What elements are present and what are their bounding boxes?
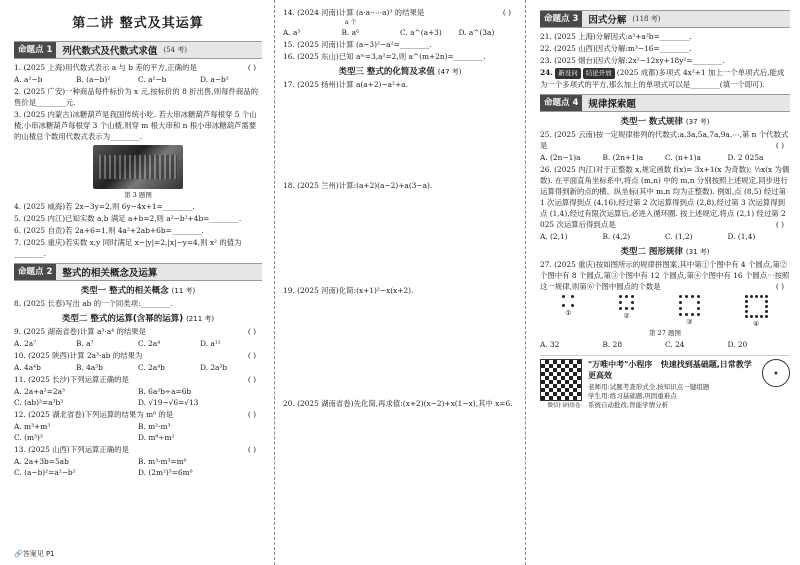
section-tag: 命题点 4: [540, 95, 582, 111]
question-23: 23. (2025 烟台)因式分解:2x²−12xy+18y²=________.: [540, 56, 725, 65]
section-title: 列代数式及代数式求值: [62, 46, 158, 57]
promo-line-student: 学生用:练习基础题,巩固重难点: [588, 392, 677, 400]
options-12a: A. m³+m³ B. m²·m³: [14, 422, 171, 431]
logo-seal-icon: ★: [762, 359, 790, 387]
question-20: 20. (2025 湖南省卷)先化简,再求值:(x+2)(x−2)+x(1−x),其中 x=6.: [283, 399, 513, 408]
question-21: 21. (2025 上海)分解因式:a³+a²b=________.: [540, 32, 692, 41]
type-heading-5: 类型二 图形规律 (31 考): [620, 247, 710, 257]
options-14: A. a⁵ B. a⁶ C. a^(a+3) D. a^(3a): [283, 28, 495, 37]
question-27: 27. (2025 重庆)按如图所示的规律拼图案,其中第①个图中有 4 个圆点,第②个图中有 8 个圆点,第③个图中有 12 个圆点,第④个图中有 16 个圆点⋯按照这一规律,则第⑥个图中圆点的个数是 ( ): [540, 260, 790, 291]
section-header-3: [540, 10, 790, 28]
figure-caption: 第 3 题图: [124, 191, 152, 199]
question-12: ( ) 12. (2025 湖北省卷)下列运算的结果为 m⁶ 的是: [14, 410, 256, 419]
options-13a: A. 2a+3b=5ab B. m³·m³=m⁶: [14, 457, 187, 466]
question-26: 26. (2025 内江)对于正整数 x,规定函数 f(x)= 3x+1(x 为奇数); ½x(x 为偶数). 在平面直角坐标系中,将点 (m,n) 中的 m,n 分别按照上述规定,同步进行运算得到新的点的横、纵坐标(其中 m,n 均为正整数). 例如,点 (8,5) 经过第 1 次运算得到点 (4,16),经过第 2 次运算得到点 (2,8),经过第 3 次运算得到点 (1,4),经过有限次运算后,必进入循环圈. 按上述规定,将点 (2,1) 经过第 2 025 次运算后得到点是 ( ): [540, 165, 790, 229]
question-11: ( ) 11. (2025 长沙)下列运算正确的是: [14, 375, 256, 384]
question-14: ( ) 14. (2024 河南)计算 (a·a·⋯·a)³ 的结果是: [283, 8, 511, 17]
section-count: (118 考): [632, 15, 661, 23]
options-27: A. 32 B. 28 C. 24 D. 20: [540, 340, 748, 349]
options-13b: C. (a−b)²=a²−b² D. (2m²)³=6m⁶: [14, 468, 193, 477]
link-icon: 🔗: [14, 550, 23, 558]
new-question-badge: 新设问: [555, 68, 581, 79]
section-tag: 命题点 1: [14, 42, 56, 58]
type-heading-2: 类型二 整式的运算(含幂的运算) (211 考): [61, 314, 215, 324]
options-25: A. (2n−1)a B. (2n+1)a C. (n+1)a D. 2 025a: [540, 153, 764, 162]
dot-pattern-figure: [540, 295, 790, 328]
column-middle: [274, 0, 526, 565]
section-header-2: [14, 263, 262, 281]
type-heading-3: 类型三 整式的化简及求值 (47 考): [338, 67, 462, 77]
question-17: 17. (2025 扬州)计算 a(a+2)−a²+a.: [283, 80, 408, 89]
lecture-title: 第二讲 整式及其运算: [72, 16, 204, 31]
column-left: [0, 0, 270, 565]
section-tag: 命题点 2: [14, 264, 56, 280]
qr-code[interactable]: [540, 359, 582, 401]
options-11a: A. 2a+a²=2a³ B. 6a²b÷a=6b: [14, 387, 192, 396]
pattern-3: ③: [679, 295, 700, 328]
section-tag: 命题点 3: [540, 11, 582, 27]
section-title: 因式分解: [588, 15, 627, 26]
question-15: 15. (2025 河南)计算 (a−3)²−a²=________.: [283, 40, 432, 49]
promo-line-system: 系统自动批改,智能学情分析: [588, 401, 669, 409]
question-22: 22. (2025 山西)因式分解:m³−16=________.: [540, 44, 692, 53]
answer-footer: 🔗答案见 P1: [14, 550, 55, 558]
question-5: 5. (2025 内江)已知实数 a,b 满足 a+b=2,则 a²−b²+4b=________.: [14, 214, 242, 223]
candied-hawthorn-photo: [93, 145, 183, 189]
figure-caption: 第 27 题图: [649, 329, 681, 337]
question-24: 24. 新设问 结论开放 (2025 成都)多项式 4x²+1 加上一个单项式后,能成为一个多项式的平方,那么加上的单项式可以是________(填一个即可).: [540, 68, 785, 89]
promo-line-teacher: 老师用:试题考查形式全,按知识点一键组题: [588, 383, 710, 391]
promo-box: [540, 355, 790, 410]
pattern-1: ①: [562, 295, 574, 328]
pattern-2: ②: [619, 295, 634, 328]
question-1: ( ) 1. (2025 上海)用代数式表示 a 与 b 差的平方,正确的是: [14, 63, 256, 72]
options-26: A. (2,1) B. (4,2) C. (1,2) D. (1,4): [540, 232, 756, 241]
question-6: 6. (2025 自贡)若 2a+6=1,则 4a²+2ab+6b=________.: [14, 226, 204, 235]
section-title: 整式的相关概念及运算: [62, 268, 158, 279]
question-13: ( ) 13. (2025 山西)下列运算正确的是: [14, 445, 256, 454]
section-count: (54 考): [163, 46, 187, 54]
type-heading-1: 类型一 整式的相关概念 (11 考): [80, 286, 196, 296]
promo-header: "万唯中考"小程序 快速找到基础题,日常教学更高效: [588, 360, 752, 380]
question-3: 3. (2025 内蒙古)冰糖葫芦是我国传统小吃. 若大串冰糖葫芦每根穿 5 个山楂,小串冰糖葫芦每根穿 3 个山楂,则穿 m 根大串和 n 根小串冰糖葫芦需要的山楂总个数用代数式表示为________.: [14, 110, 257, 141]
options-1: A. a²−b B. (a−b)² C. a²−b D. a−b²: [14, 75, 229, 84]
qr-caption: 微信扫码组卷: [547, 403, 581, 409]
question-9: ( ) 9. (2025 湖南省卷)计算 a³·a⁴ 的结果是: [14, 327, 256, 336]
options-10: A. 4a⁴b B. 4a³b C. 2a⁴b D. 2a³b: [14, 363, 228, 372]
options-9: A. 2a⁷ B. a⁷ C. 2a⁴ D. a¹²: [14, 339, 221, 348]
question-2: 2. (2025 广安)一种商品每件标价为 x 元,按标价的 8 折出售,则每件商品的售价是________元.: [14, 87, 259, 107]
question-8: 8. (2025 长春)写出 ab 的一个同类项:________.: [14, 299, 173, 308]
column-right: [532, 0, 800, 565]
question-25: 25. (2025 云南)按一定规律排列的代数式:a,3a,5a,7a,9a,⋯,第 n 个代数式是 ( ): [540, 130, 789, 150]
question-14-note: a 个: [345, 19, 357, 26]
open-conclusion-badge: 结论开放: [583, 68, 615, 79]
pattern-4: ④: [745, 295, 768, 328]
question-19: 19. (2025 河南)化简:(x+1)²−x(x+2).: [283, 286, 414, 295]
question-4: 4. (2025 威海)若 2x−3y=2,则 6y−4x+1=________.: [14, 202, 195, 211]
type-heading-4: 类型一 数式规律 (37 考): [620, 117, 710, 127]
options-11b: C. (ab)³=a³b³ D. √19−√6=√13: [14, 398, 199, 407]
question-10: ( ) 10. (2025 陕西)计算 2a³·ab 的结果为: [14, 351, 256, 360]
section-title: 规律探索题: [588, 99, 636, 110]
question-16: 16. (2025 东山)已知 aᵐ=3,a²=2,则 a^(m+2n)=________.: [283, 52, 486, 61]
section-header-4: [540, 94, 790, 112]
section-header-1: [14, 41, 262, 59]
question-18: 18. (2025 兰州)计算:(a+2)(a−2)+a(3−a).: [283, 181, 433, 190]
question-7: 7. (2025 重庆)若实数 x,y 同时满足 x−|y|=2,|x|−y=4,则 x² 的值为________.: [14, 238, 242, 258]
options-12b: C. (m³)³ D. m⁸÷m²: [14, 433, 175, 442]
